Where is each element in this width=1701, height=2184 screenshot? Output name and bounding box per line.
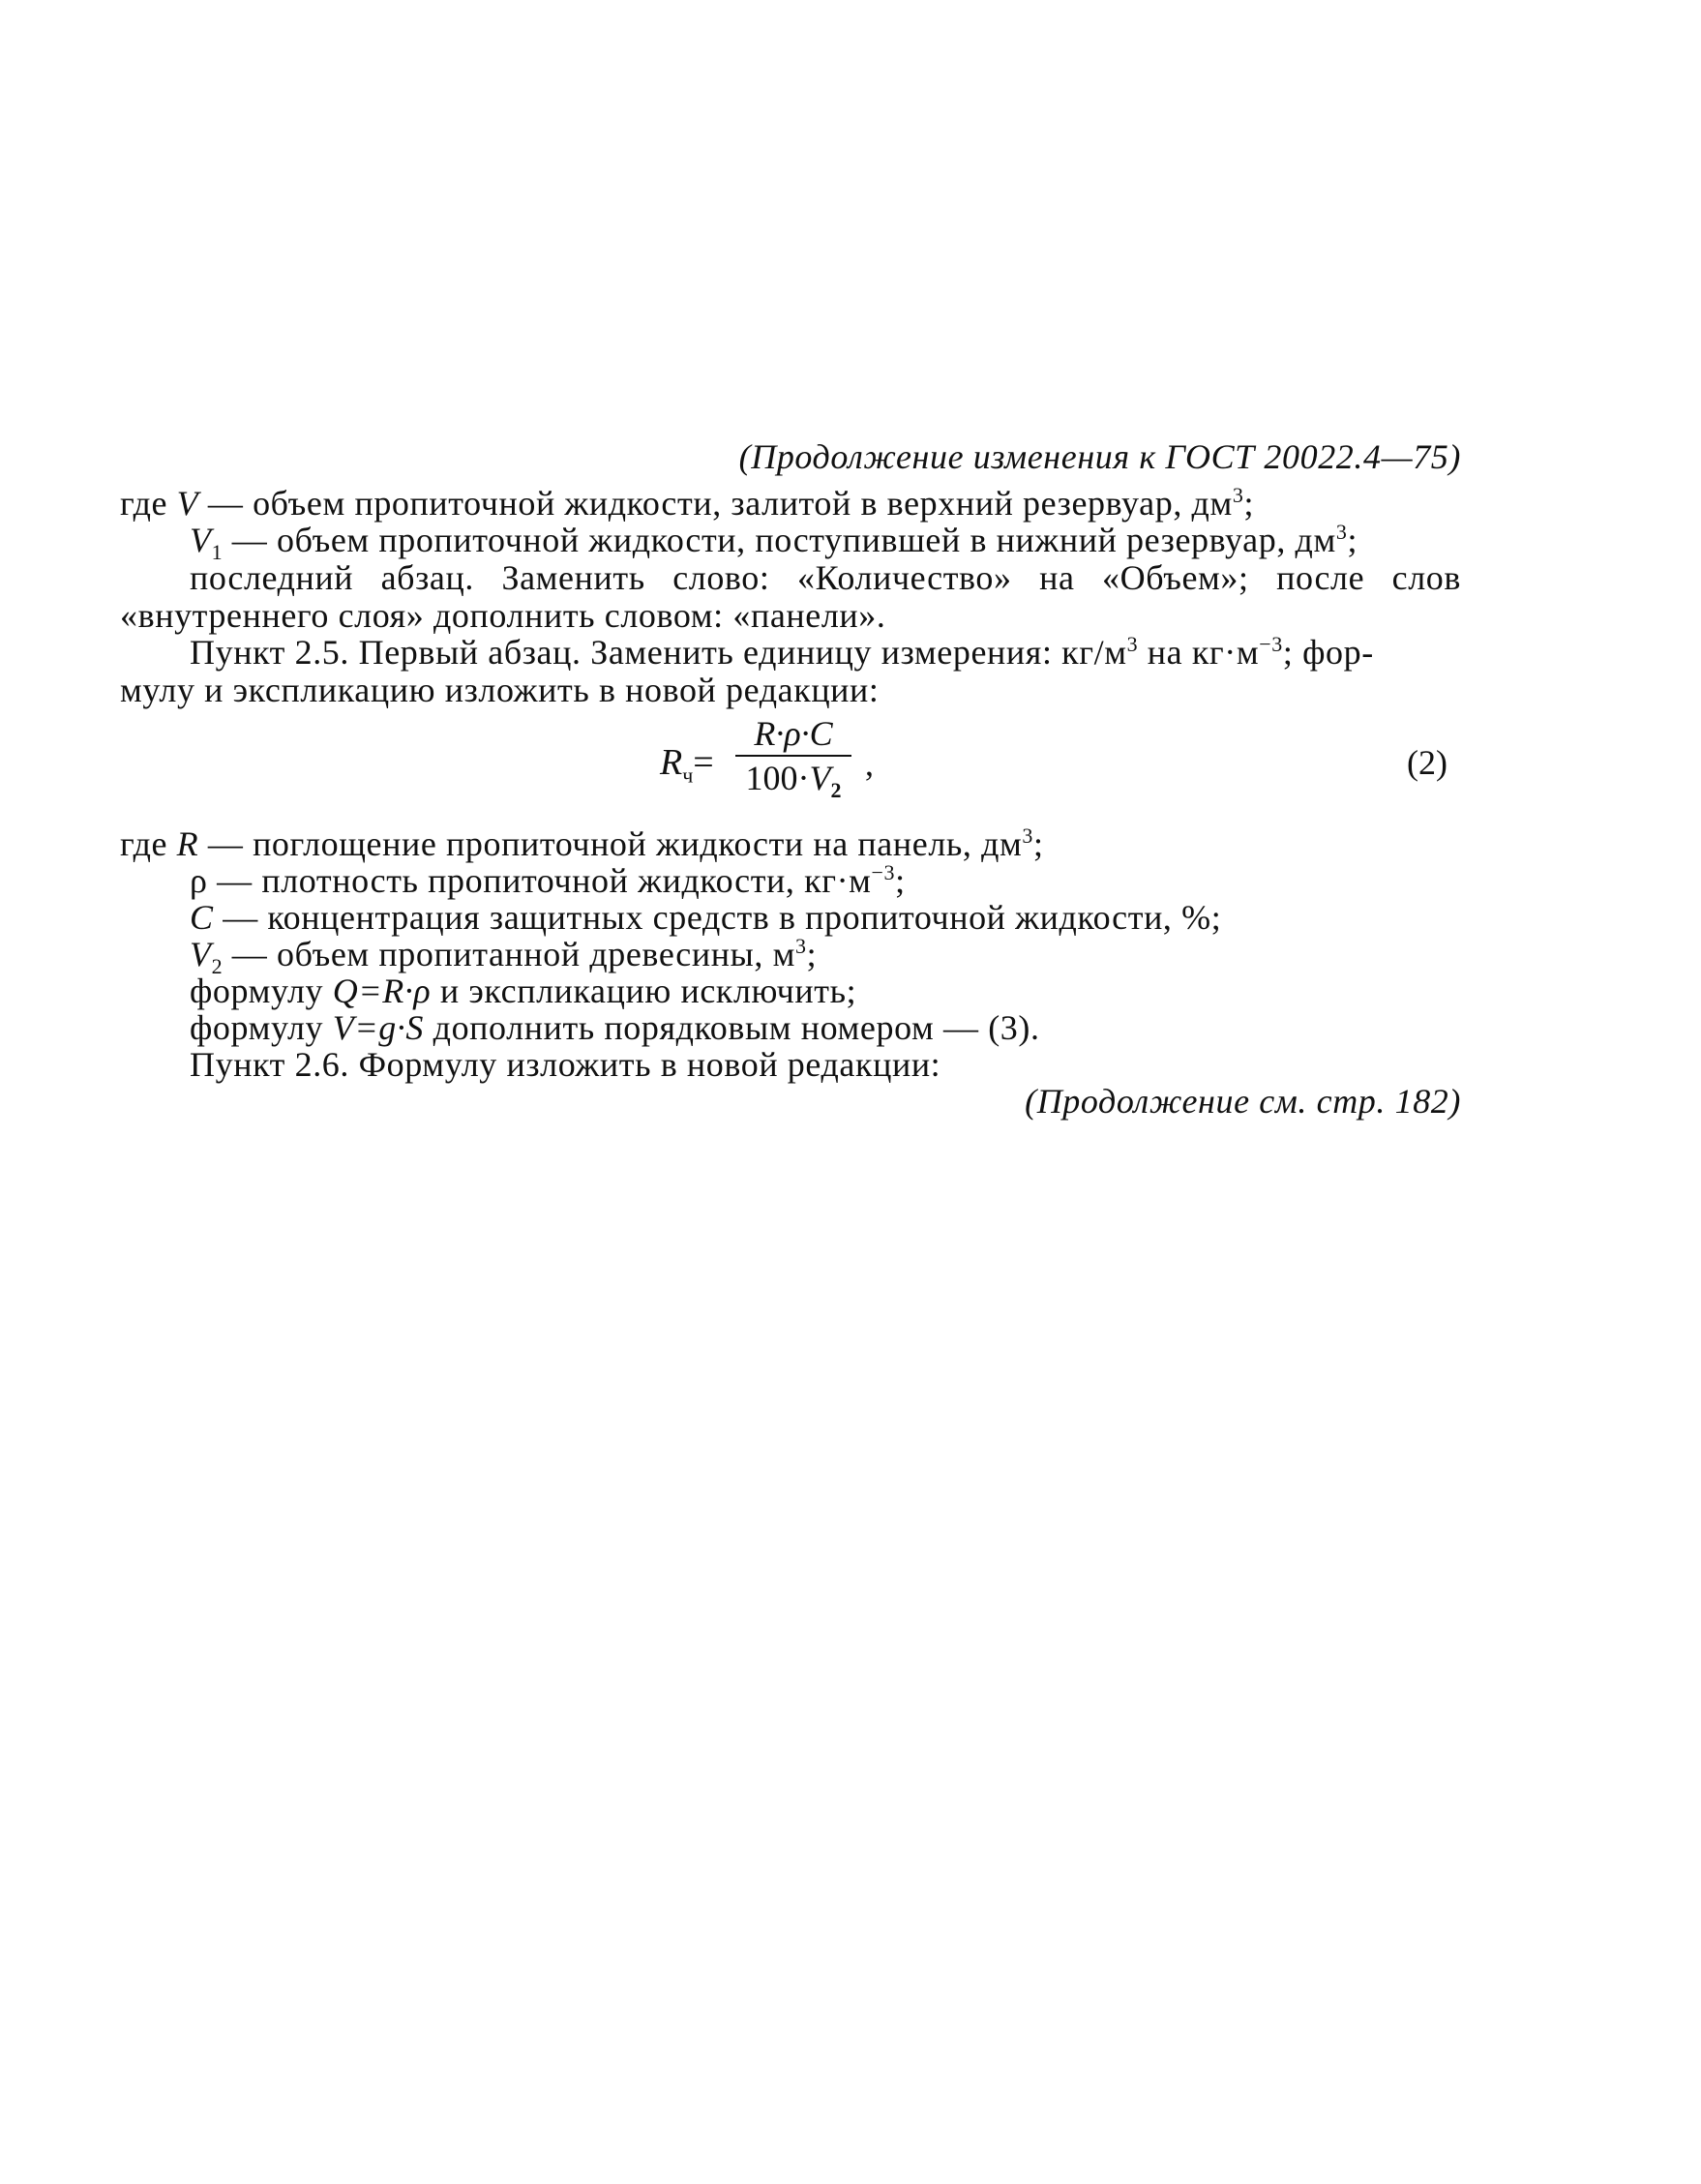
inline-formula-v: V=g·S (332, 1008, 425, 1047)
item-text: на кг·м (1138, 633, 1260, 672)
instruction-text: формулу (190, 1008, 333, 1047)
instruction-exclude-formula (190, 972, 856, 1010)
punctuation: ; (1033, 824, 1044, 863)
where-word: где (120, 824, 177, 863)
symbol-subscript: 2 (211, 954, 224, 979)
symbol-v1: V (190, 521, 212, 559)
denominator-subscript: 2 (830, 778, 842, 803)
instruction-text: формулу (190, 972, 333, 1010)
denominator-number: 100· (745, 759, 810, 797)
item-2-5-line2: мулу и экспликацию изложить в новой редакции: (120, 671, 880, 709)
instruction-text: и экспликацию исключить; (431, 972, 857, 1010)
explication-row-r (120, 824, 1044, 863)
item-text: ; фор- (1282, 633, 1374, 672)
formula-comma: , (865, 744, 874, 783)
unit-exponent: 3 (1335, 520, 1348, 544)
formula-lhs (660, 741, 714, 788)
definition-text: — концентрация защитных средств в пропиточной жидкости, %; (213, 898, 1222, 937)
definition-text: — поглощение пропиточной жидкости на панель, дм (198, 824, 1023, 863)
symbol-rho: ρ (190, 861, 208, 900)
symbol-v: V (176, 484, 199, 523)
formula-lhs-symbol: R (660, 742, 683, 783)
symbol-v2: V (190, 935, 212, 973)
explication-row-v2 (190, 934, 818, 979)
definition-text: — объем пропиточной жидкости, залитой в верхний резервуар, дм (198, 484, 1233, 523)
item-text: Пункт 2.5. Первый абзац. Заменить единицу измерения: кг/м (190, 633, 1127, 672)
formula-equals: = (693, 742, 714, 783)
unit-exponent: 3 (794, 934, 807, 958)
punctuation: ; (806, 935, 818, 973)
explication-row-rho (190, 861, 906, 900)
definition-text: — объем пропитанной древесины, м (223, 935, 795, 973)
punctuation: ; (1347, 521, 1358, 559)
paragraph-last-abzac-line2: «внутреннего слоя» дополнить словом: «панели». (120, 596, 886, 635)
punctuation: ; (895, 861, 906, 900)
definition-text: — объем пропиточной жидкости, поступившей в нижний резервуар, дм (223, 521, 1336, 559)
unit-exponent: 3 (1232, 483, 1244, 507)
symbol-c: C (190, 898, 214, 937)
unit-exponent: −3 (871, 860, 896, 884)
instruction-text: дополнить порядковым номером — (3). (424, 1008, 1040, 1047)
unit-exponent: 3 (1022, 823, 1034, 848)
symbol-subscript: 1 (211, 540, 224, 565)
formula-fraction (735, 714, 851, 803)
formula-lhs-subscript: ч (682, 763, 694, 788)
explication-row-v1 (190, 520, 1358, 565)
unit-exponent: −3 (1259, 632, 1283, 656)
continuation-footer: (Продолжение см. стр. 182) (1025, 1082, 1461, 1121)
fraction-bar (735, 755, 851, 757)
explication-row-v (120, 484, 1254, 523)
equation-number: (2) (1407, 743, 1447, 782)
item-2-6-line: Пункт 2.6. Формулу изложить в новой редакции: (190, 1045, 941, 1084)
definition-text: — плотность пропиточной жидкости, кг·м (207, 861, 872, 900)
inline-formula-q: Q=R·ρ (332, 972, 432, 1010)
unit-exponent: 3 (1126, 632, 1139, 656)
where-word: где (120, 484, 177, 523)
paragraph-last-abzac-line1: последний абзац. Заменить слово: «Количество» на «Объем»; после слов (190, 558, 1461, 597)
formula-denominator (735, 759, 851, 803)
formula-numerator: R·ρ·C (754, 714, 833, 753)
punctuation: ; (1243, 484, 1255, 523)
formula-2 (660, 714, 911, 801)
item-2-5-line1 (190, 633, 1461, 672)
explication-row-c (190, 898, 1221, 937)
denominator-symbol: V (809, 759, 831, 797)
instruction-number-formula (190, 1008, 1040, 1047)
continuation-header: (Продолжение изменения к ГОСТ 20022.4—75) (738, 437, 1461, 476)
symbol-r: R (176, 824, 199, 863)
